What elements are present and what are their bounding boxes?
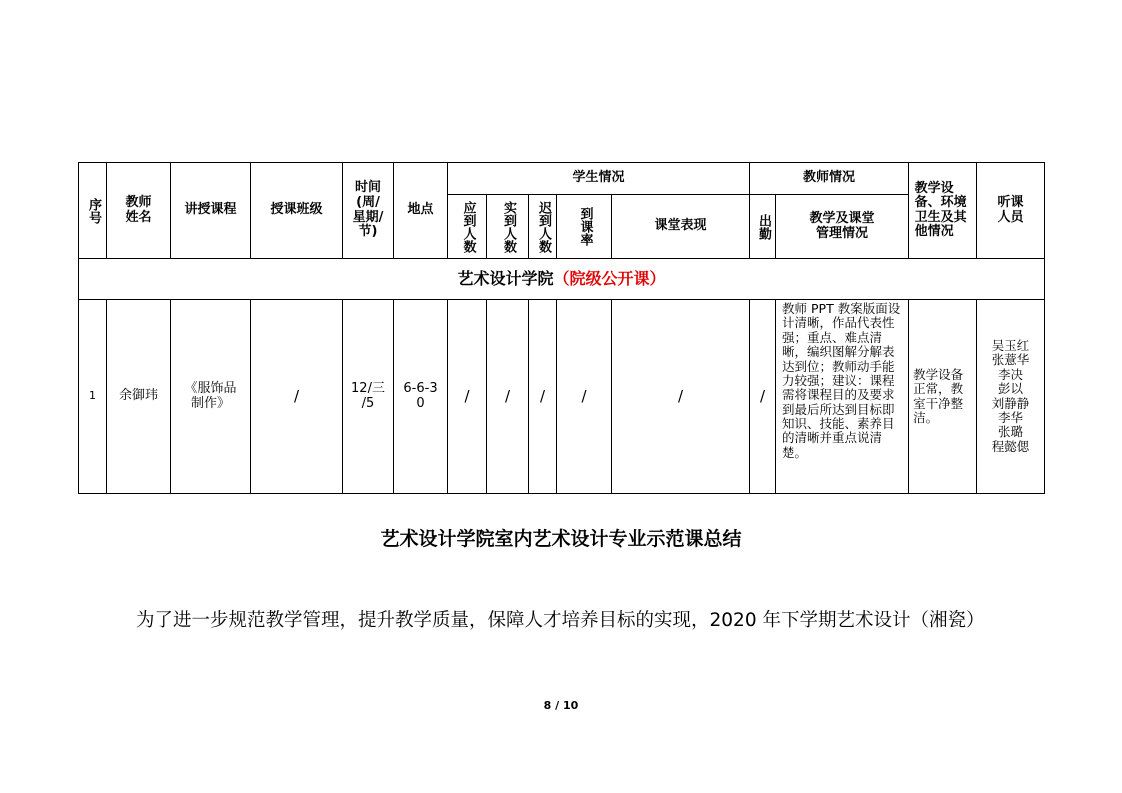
table-row [79,300,1045,494]
row-place: 6-6-3 0 [394,300,448,494]
header-seq: 序号 [79,163,107,259]
row-presence: / [750,300,776,494]
row-teacher: 余御玮 [107,300,171,494]
header-teaching-mgmt: 教学及课堂 管理情况 [776,195,909,259]
row-expected: / [448,300,487,494]
row-seq: 1 [79,300,107,494]
header-students: 学生情况 [448,163,750,195]
page-number: 8 / 10 [543,699,579,712]
header-teacher-situation: 教师情况 [750,163,909,195]
header-class: 授课班级 [251,163,343,259]
header-performance: 课堂表现 [612,195,750,259]
summary-title: 艺术设计学院室内艺术设计专业示范课总结 [380,528,742,550]
row-late: / [529,300,557,494]
lecture-table [78,162,1045,494]
row-management: 教师 PPT 教案版面设计清晰，作品代表性强；重点、难点清晰，编织图解分解表达到位；教师动手能力较强；建议：课程需将课程目的及要求到最后所达到目标即知识、技能、素养目的清晰并重点说清楚。 [776,300,909,494]
header-attendance-rate: 到课率 [557,195,612,259]
header-time: 时间 (周/ 星期/ 节) [343,163,394,259]
header-course: 讲授课程 [171,163,251,259]
row-time: 12/三 /5 [343,300,394,494]
header-place: 地点 [394,163,448,259]
header-actual: 实到人数 [487,195,529,259]
header-late: 迟到人数 [529,195,557,259]
section-tag: （院级公开课） [553,268,666,288]
row-environment: 教学设备正常，教室干净整洁。 [909,300,977,494]
header-listeners: 听课 人员 [977,163,1045,259]
row-rate: / [557,300,612,494]
row-course: 《服饰品 制作》 [171,300,251,494]
section-row [79,259,1045,300]
summary-paragraph: 为了进一步规范教学管理，提升教学质量，保障人才培养目标的实现，2020 年下学期艺术设计（湘瓷） [136,610,985,631]
header-expected: 应到人数 [448,195,487,259]
row-performance: / [612,300,750,494]
header-environment: 教学设备、环境卫生及其他情况 [909,163,977,259]
row-class: / [251,300,343,494]
header-presence: 出勤 [750,195,776,259]
section-name: 艺术设计学院 [457,268,554,288]
row-listeners: 吴玉红 张薏华 李决 彭以 刘静静 李华 张璐 程懿偲 [977,300,1045,494]
header-teacher-name: 教师姓名 [107,163,171,259]
row-actual: / [487,300,529,494]
